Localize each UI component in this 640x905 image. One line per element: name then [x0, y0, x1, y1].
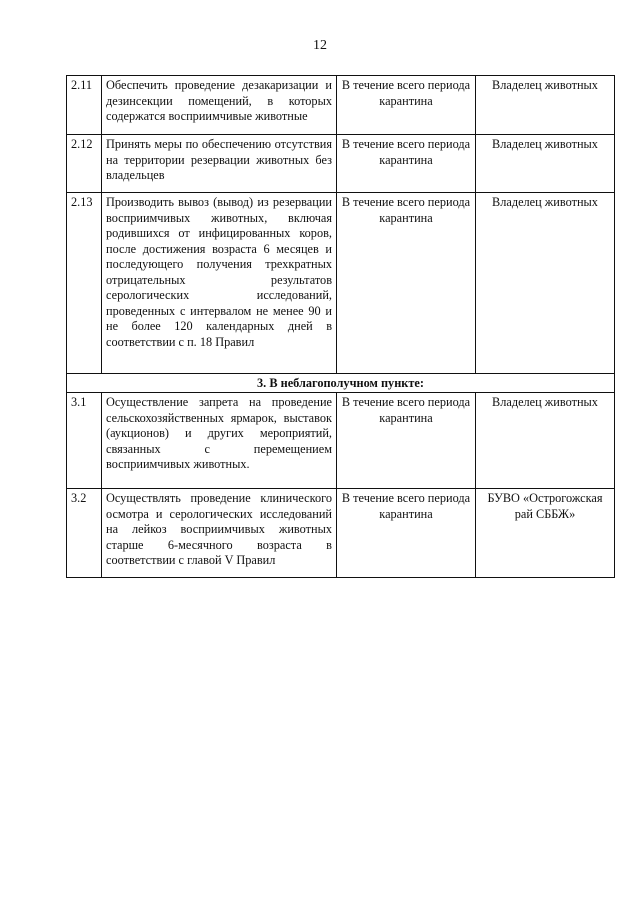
- row-responsible: Владелец животных: [476, 76, 615, 135]
- row-responsible: Владелец животных: [476, 193, 615, 374]
- row-number: 3.1: [67, 393, 102, 489]
- section-title: 3. В неблагополучном пункте:: [67, 374, 615, 393]
- page-number: 12: [313, 38, 327, 53]
- row-term: В течение всего периода карантина: [337, 76, 476, 135]
- row-responsible: Владелец животных: [476, 393, 615, 489]
- row-action: Обеспечить проведение дезакаризации и дезинсекции помещений, в которых содержатся восприимчивые животные: [102, 76, 337, 135]
- row-term: В течение всего периода карантина: [337, 393, 476, 489]
- row-number: 3.2: [67, 489, 102, 578]
- measures-table: [66, 75, 615, 578]
- row-responsible: Владелец животных: [476, 135, 615, 193]
- table-row: [67, 393, 615, 489]
- table-row: [67, 135, 615, 193]
- row-action: Производить вывоз (вывод) из резервации восприимчивых животных, включая родившихся от инфицированных коров, после достижения возраста 6 месяцев и последующего получения трехкратных отрицательных результатов серологических исследований, проведенных с интервалом не менее 90 и не более 120 календарных дней в соответствии с п. 18 Правил: [102, 193, 337, 374]
- table-row: [67, 489, 615, 578]
- section-header-row: [67, 374, 615, 393]
- table-row: [67, 76, 615, 135]
- row-action: Осуществление запрета на проведение сельскохозяйственных ярмарок, выставок (аукционов) и других мероприятий, связанных с перемещением восприимчивых животных.: [102, 393, 337, 489]
- row-action: Принять меры по обеспечению отсутствия на территории резервации животных без владельцев: [102, 135, 337, 193]
- row-term: В течение всего периода карантина: [337, 193, 476, 374]
- row-term: В течение всего периода карантина: [337, 489, 476, 578]
- row-number: 2.13: [67, 193, 102, 374]
- row-term: В течение всего периода карантина: [337, 135, 476, 193]
- row-number: 2.11: [67, 76, 102, 135]
- row-action: Осуществлять проведение клинического осмотра и серологических исследований на лейкоз восприимчивых животных старше 6-месячного возраста в соответствии с главой V Правил: [102, 489, 337, 578]
- table-row: [67, 193, 615, 374]
- row-responsible: БУВО «Острогожская рай СББЖ»: [476, 489, 615, 578]
- row-number: 2.12: [67, 135, 102, 193]
